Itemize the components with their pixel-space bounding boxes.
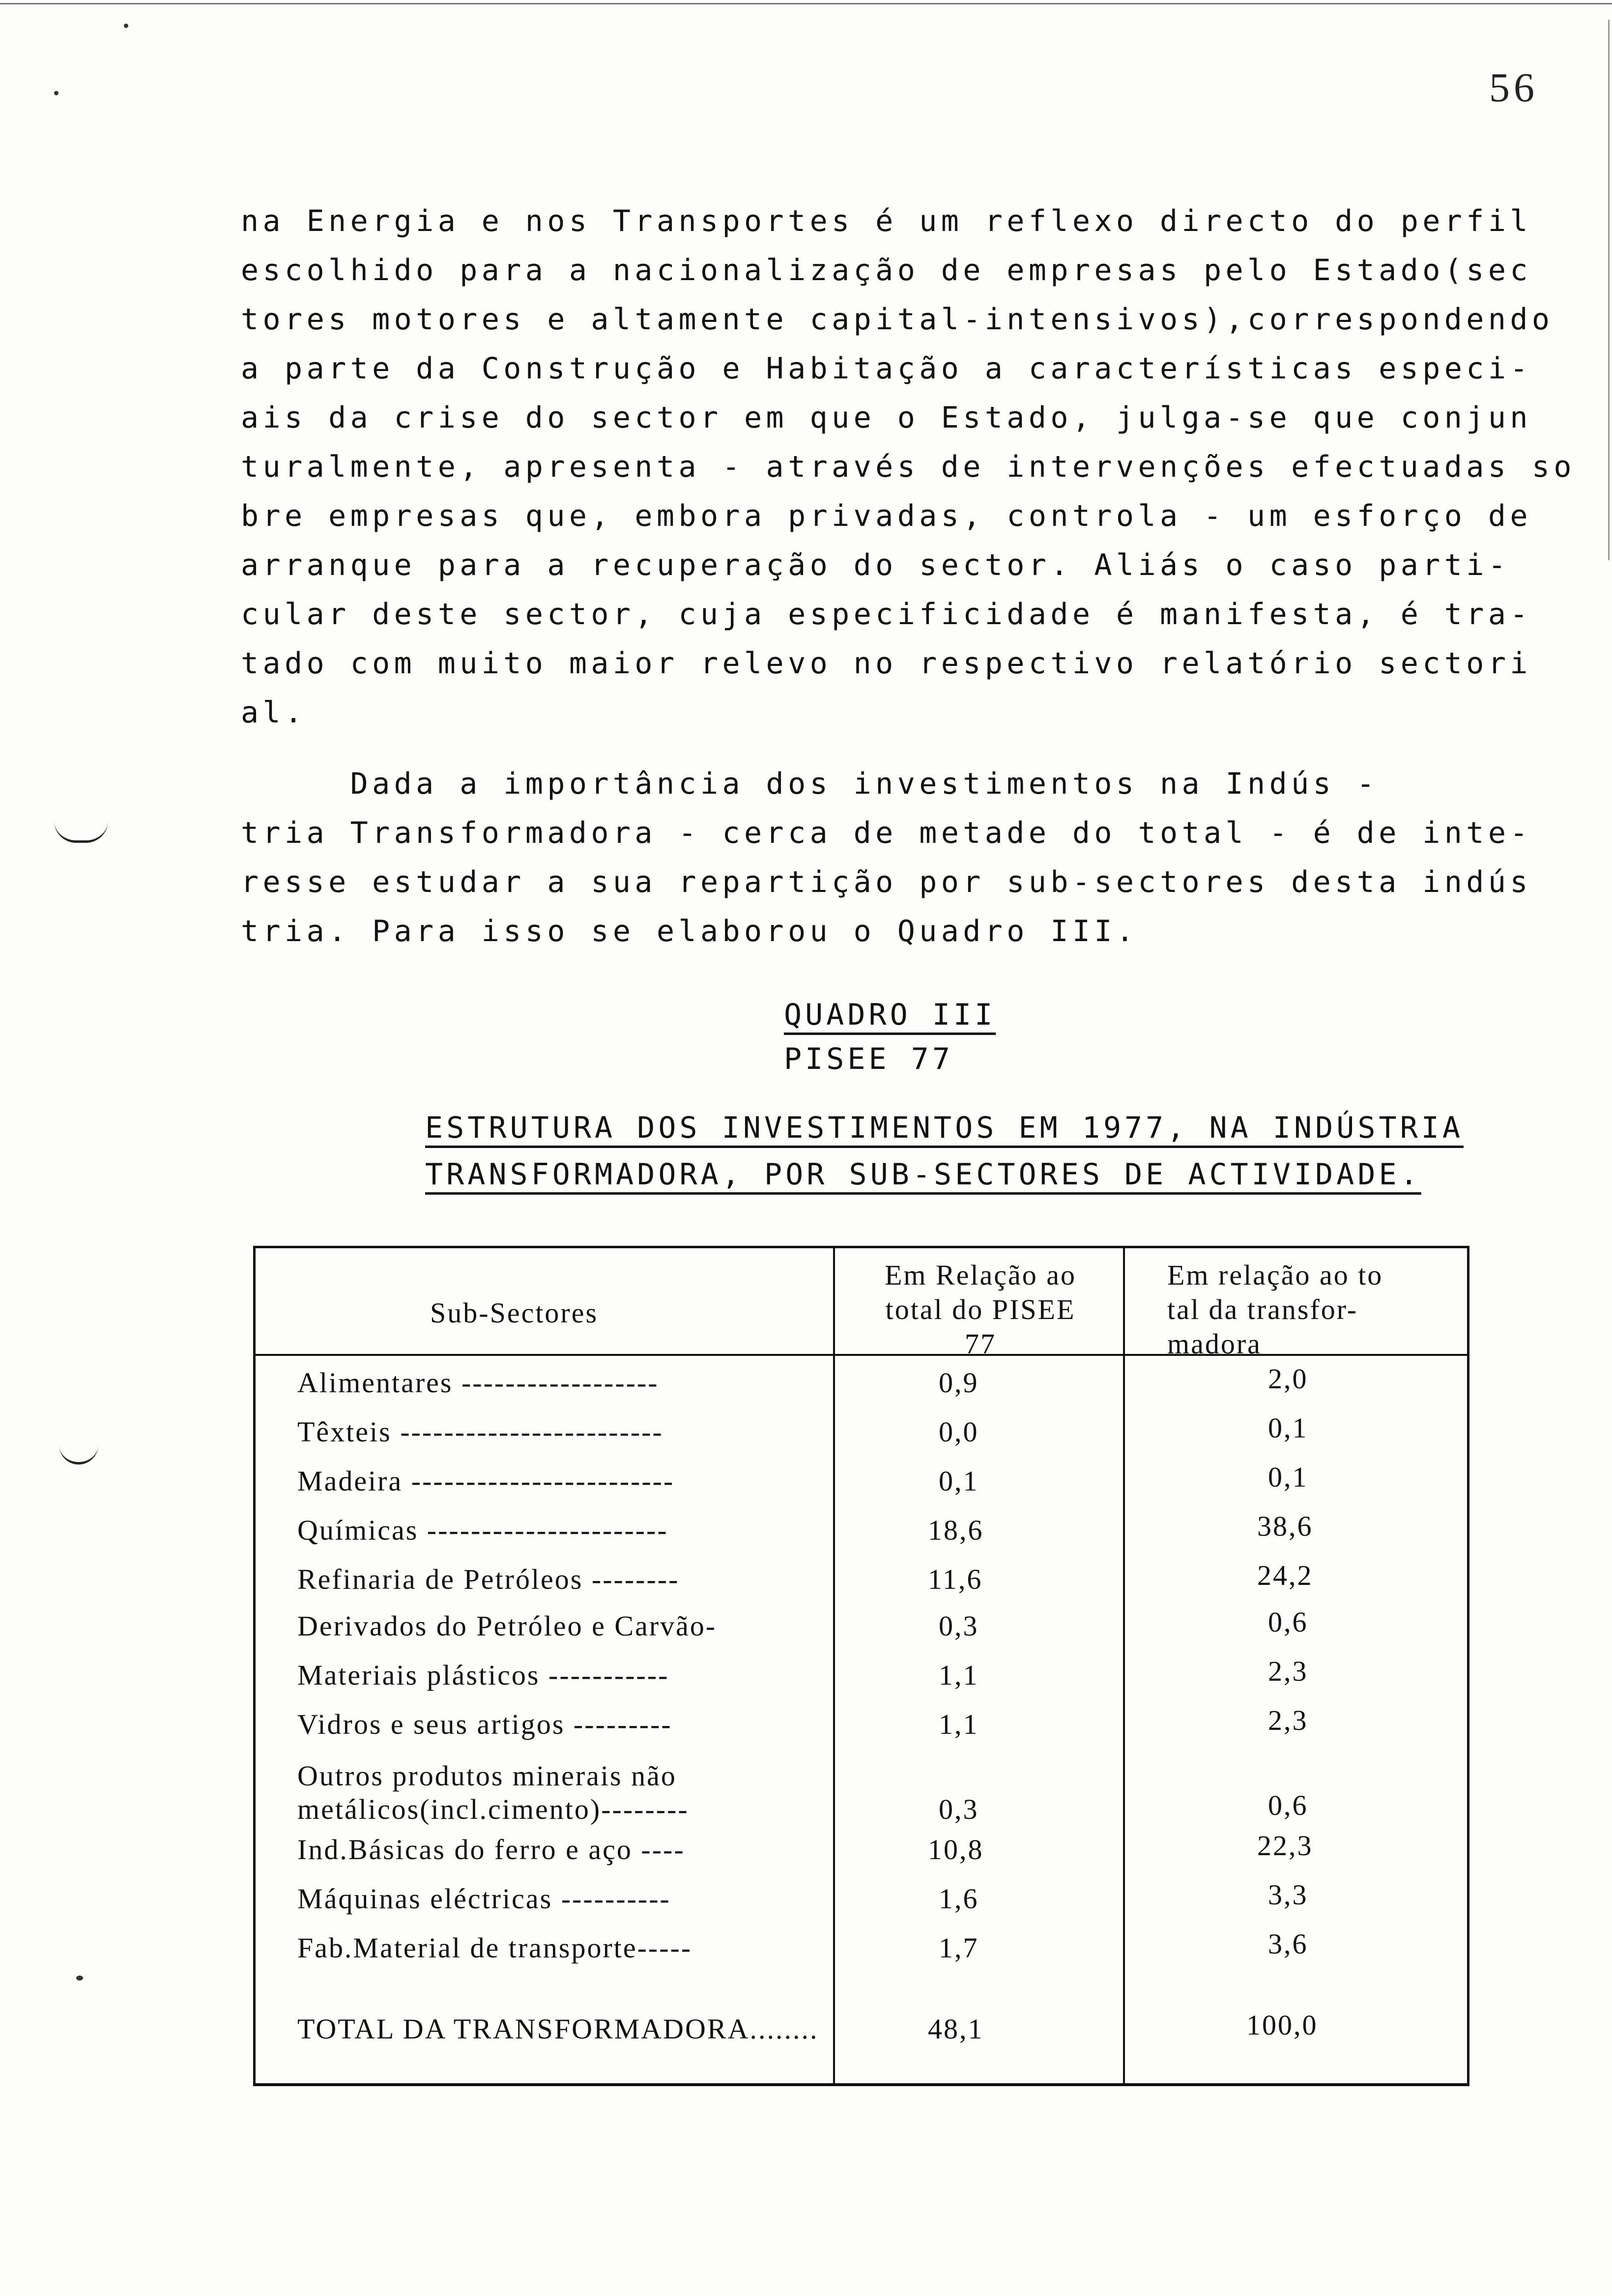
table-total-row-pisee-value: 48,1	[928, 2013, 984, 2045]
scan-top-edge	[0, 3, 1612, 4]
text-line: na Energia e nos Transportes é um reflexo directo do perfil	[241, 204, 1532, 238]
page-number: 56	[1489, 65, 1538, 111]
header-sub-sectores: Sub-Sectores	[430, 1297, 599, 1329]
table-total-row-transformadora-value: 100,0	[1246, 2009, 1318, 2041]
table-row-transformadora-value: 2,3	[1268, 1655, 1308, 1687]
table-row-pisee-value: 0,9	[939, 1367, 979, 1399]
table-title-line-2: TRANSFORMADORA, POR SUB-SECTORES DE ACTIVIDADE.	[425, 1157, 1421, 1192]
table-row-pisee-value: 0,1	[939, 1465, 979, 1497]
table-row-transformadora-value: 2,0	[1268, 1363, 1308, 1395]
table-row-label: Refinaria de Petróleos --------	[297, 1563, 680, 1595]
body-paragraph-2	[241, 759, 1532, 956]
table-row-label: Químicas ----------------------	[297, 1514, 668, 1546]
table-label: QUADRO III	[784, 998, 996, 1032]
text-line: resse estudar a sua repartição por sub-sectores desta indús	[241, 865, 1532, 899]
table-row-label: Máquinas eléctricas ----------	[297, 1883, 671, 1915]
text-line: turalmente, apresenta - através de intervenções efectuadas so	[241, 450, 1576, 484]
table-row-label: Fab.Material de transporte-----	[297, 1932, 692, 1964]
table-divider	[1123, 1248, 1125, 2083]
table-row-transformadora-value: 3,6	[1268, 1928, 1308, 1960]
table-row-label: Materiais plásticos -----------	[297, 1659, 669, 1691]
text-line: bre empresas que, embora privadas, controla - um esforço de	[241, 499, 1532, 533]
text-line: escolhido para a nacionalização de empresas pelo Estado(sec	[241, 253, 1532, 287]
text-line: ais da crise do sector em que o Estado, julga-se que conjun	[241, 401, 1532, 435]
text-line: tado com muito maior relevo no respectivo relatório sectori	[241, 646, 1532, 681]
table-row-label: Madeira ------------------------	[297, 1465, 675, 1497]
table-row-pisee-value: 1,7	[939, 1932, 979, 1964]
scan-speck	[124, 24, 128, 28]
text-line: a parte da Construção e Habitação a características especi-	[241, 351, 1532, 386]
table-row-transformadora-value: 0,6	[1268, 1606, 1308, 1638]
table-row-transformadora-value: 3,3	[1268, 1879, 1308, 1911]
investment-table	[253, 1246, 1469, 2086]
table-row-transformadora-value: 0,1	[1268, 1412, 1308, 1444]
table-row-transformadora-value: 22,3	[1257, 1830, 1313, 1862]
table-row-pisee-value: 1,6	[939, 1883, 979, 1915]
table-row-transformadora-value: 0,6	[1268, 1789, 1308, 1821]
scan-mark	[59, 1442, 98, 1464]
table-row-pisee-value: 10,8	[928, 1834, 984, 1866]
table-row-pisee-value: 18,6	[928, 1514, 984, 1546]
table-row-pisee-value: 0,3	[939, 1793, 979, 1825]
table-row-label: Vidros e seus artigos ---------	[297, 1708, 672, 1740]
text-line: al.	[241, 695, 307, 730]
table-row-pisee-value: 1,1	[939, 1659, 979, 1691]
table-row-pisee-value: 0,3	[939, 1610, 979, 1642]
table-row-label: Ind.Básicas do ferro e aço ----	[297, 1834, 685, 1866]
table-row-label: Têxteis ------------------------	[297, 1416, 663, 1448]
text-line: tores motores e altamente capital-intensivos),correspondendo	[241, 302, 1554, 337]
table-row-pisee-value: 11,6	[928, 1563, 983, 1595]
table-row-pisee-value: 1,1	[939, 1708, 979, 1740]
header-transformadora: Em relação ao to tal da transfor- madora	[1167, 1259, 1383, 1360]
table-row-label: Derivados do Petróleo e Carvão-	[297, 1610, 717, 1642]
table-row-transformadora-value: 2,3	[1268, 1704, 1308, 1736]
table-row-label: Outros produtos minerais não metálicos(incl.cimento)--------	[297, 1760, 689, 1825]
table-row-transformadora-value: 38,6	[1257, 1510, 1313, 1542]
table-divider	[833, 1248, 835, 2083]
scan-speck	[54, 91, 58, 95]
table-row-transformadora-value: 24,2	[1257, 1559, 1313, 1591]
scan-right-edge	[1608, 20, 1610, 560]
table-total-row-label: TOTAL DA TRANSFORMADORA........	[297, 2013, 819, 2045]
body-paragraph-1	[241, 197, 1576, 737]
text-line: tria Transformadora - cerca de metade do total - é de inte-	[241, 816, 1532, 850]
text-line: Dada a importância dos investimentos na Indús -	[241, 767, 1379, 801]
text-line: cular deste sector, cuja especificidade é manifesta, é tra-	[241, 597, 1532, 631]
table-row-transformadora-value: 0,1	[1268, 1461, 1308, 1493]
table-title-line-1: ESTRUTURA DOS INVESTIMENTOS EM 1977, NA INDÚSTRIA	[425, 1111, 1464, 1145]
header-pisee: Em Relação ao total do PISEE 77	[884, 1259, 1077, 1360]
scan-mark	[54, 821, 108, 843]
table-source: PISEE 77	[784, 1042, 953, 1076]
text-line: arranque para a recuperação do sector. Aliás o caso parti-	[241, 548, 1510, 582]
table-row-pisee-value: 0,0	[939, 1416, 979, 1448]
table-row-label: Alimentares ------------------	[297, 1367, 659, 1399]
text-line: tria. Para isso se elaborou o Quadro III.	[241, 914, 1138, 948]
scan-speck	[76, 1976, 83, 1980]
